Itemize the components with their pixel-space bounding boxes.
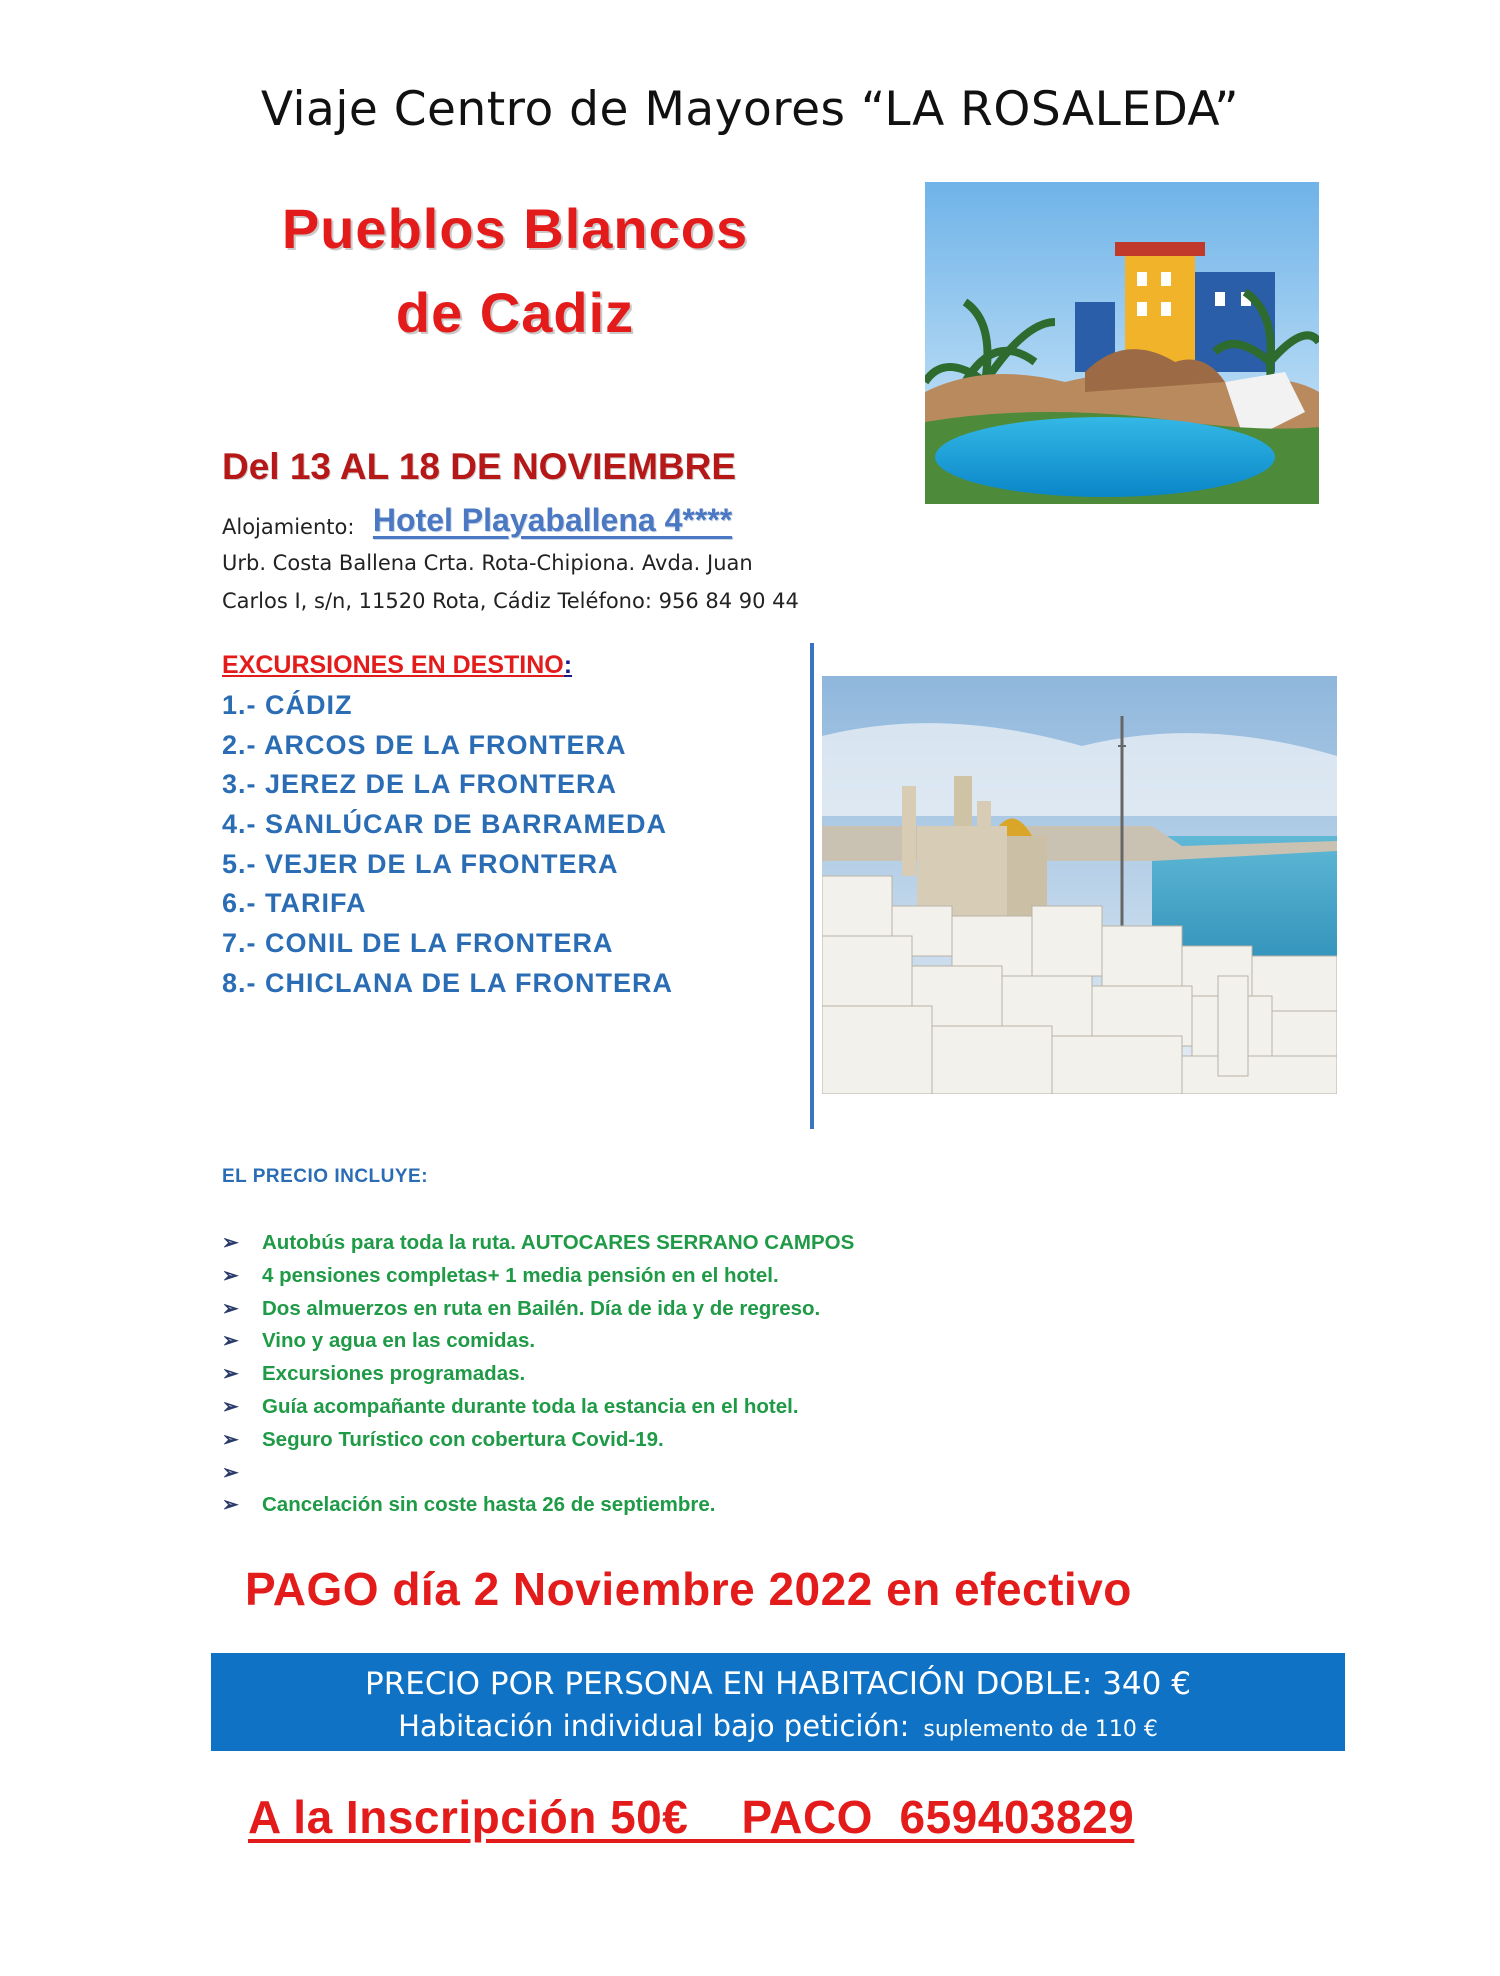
arrow-bullet-icon: ➢: [222, 1297, 239, 1320]
arrow-bullet-icon: ➢: [222, 1395, 239, 1418]
arrow-bullet-icon: ➢: [222, 1494, 239, 1517]
include-text: Seguro Turístico con cobertura Covid-19.: [262, 1427, 664, 1451]
hotel-name: Hotel Playaballena 4****: [372, 502, 733, 538]
list-item: [222, 1325, 854, 1358]
include-text: Vino y agua en las comidas.: [262, 1329, 536, 1353]
arrow-bullet-icon: ➢: [222, 1264, 239, 1287]
arrow-bullet-icon: ➢: [222, 1232, 239, 1254]
price-includes-list: [222, 1227, 854, 1522]
list-item: [222, 1293, 854, 1326]
address-line-1: Urb. Costa Ballena Crta. Rota-Chipiona. Avda. Juan: [222, 551, 753, 575]
page-header-title: Viaje Centro de Mayores “LA ROSALEDA”: [260, 82, 1240, 137]
list-item: [222, 1424, 854, 1457]
address-line-2: Carlos I, s/n, 11520 Rota, Cádiz Teléfono: 956 84 90 44: [222, 589, 799, 613]
accommodation-label: Alojamiento:: [222, 515, 355, 539]
excursion-item: 7.- CONIL DE LA FRONTERA: [222, 928, 614, 959]
excursions-heading-text: EXCURSIONES EN DESTINO: [222, 651, 564, 679]
arrow-bullet-icon: ➢: [222, 1461, 239, 1484]
include-text: Excursiones programadas.: [262, 1362, 526, 1386]
include-text: 4 pensiones completas+ 1 media pensión en el hotel.: [262, 1263, 779, 1287]
list-item: [222, 1260, 854, 1293]
arrow-bullet-icon: ➢: [222, 1330, 239, 1353]
price-single-room: [211, 1706, 1345, 1750]
arrow-bullet-icon: ➢: [222, 1363, 239, 1386]
excursion-item: 1.- CÁDIZ: [222, 690, 353, 720]
list-item: [222, 1391, 854, 1424]
excursion-item: 6.- TARIFA: [222, 888, 367, 919]
accommodation-row: [222, 502, 732, 546]
excursions-heading-colon: :: [563, 651, 573, 679]
include-text: Dos almuerzos en ruta en Bailén. Día de ida y de regreso.: [262, 1296, 821, 1320]
list-item: [222, 1227, 854, 1260]
excursion-item: 8.- CHICLANA DE LA FRONTERA: [222, 967, 673, 998]
excursions-heading: [222, 651, 572, 680]
excursion-item: 2.- ARCOS DE LA FRONTERA: [222, 729, 627, 760]
include-text: Guía acompañante durante toda la estancia en el hotel.: [262, 1394, 799, 1418]
trip-dates: Del 13 AL 18 DE NOVIEMBRE: [222, 446, 737, 487]
excursions-list: [222, 686, 673, 1004]
single-room-text: Habitación individual bajo petición:: [398, 1709, 910, 1743]
hotel-address: [222, 544, 862, 620]
cadiz-city-photo: [822, 676, 1337, 1094]
include-text: Cancelación sin coste hasta 26 de septiembre.: [262, 1493, 716, 1517]
excursion-item: 4.- SANLÚCAR DE BARRAMEDA: [222, 809, 668, 840]
price-includes-heading: EL PRECIO INCLUYE:: [222, 1166, 429, 1187]
price-box: [211, 1653, 1345, 1751]
include-text: Autobús para toda la ruta. AUTOCARES SERRANO CAMPOS: [262, 1231, 855, 1254]
list-item: [222, 1358, 854, 1391]
excursion-item: 3.- JEREZ DE LA FRONTERA: [222, 769, 618, 800]
hotel-pool-photo: [925, 182, 1319, 504]
arrow-bullet-icon: ➢: [222, 1428, 239, 1451]
single-room-supplement: suplemento de 110 €: [923, 1717, 1158, 1742]
list-item: [222, 1489, 854, 1522]
registration-contact: A la Inscripción 50€ PACO 659403829: [248, 1791, 1135, 1843]
list-item: [222, 1457, 854, 1490]
price-double-room: PRECIO POR PERSONA EN HABITACIÓN DOBLE: 340 €: [365, 1666, 1191, 1702]
excursion-item: 5.- VEJER DE LA FRONTERA: [222, 848, 619, 879]
main-title-line2: de Cadiz: [395, 281, 635, 344]
payment-notice: PAGO día 2 Noviembre 2022 en efectivo: [245, 1563, 1132, 1615]
vertical-divider: [810, 643, 814, 1129]
main-title-line1: Pueblos Blancos: [281, 197, 749, 260]
